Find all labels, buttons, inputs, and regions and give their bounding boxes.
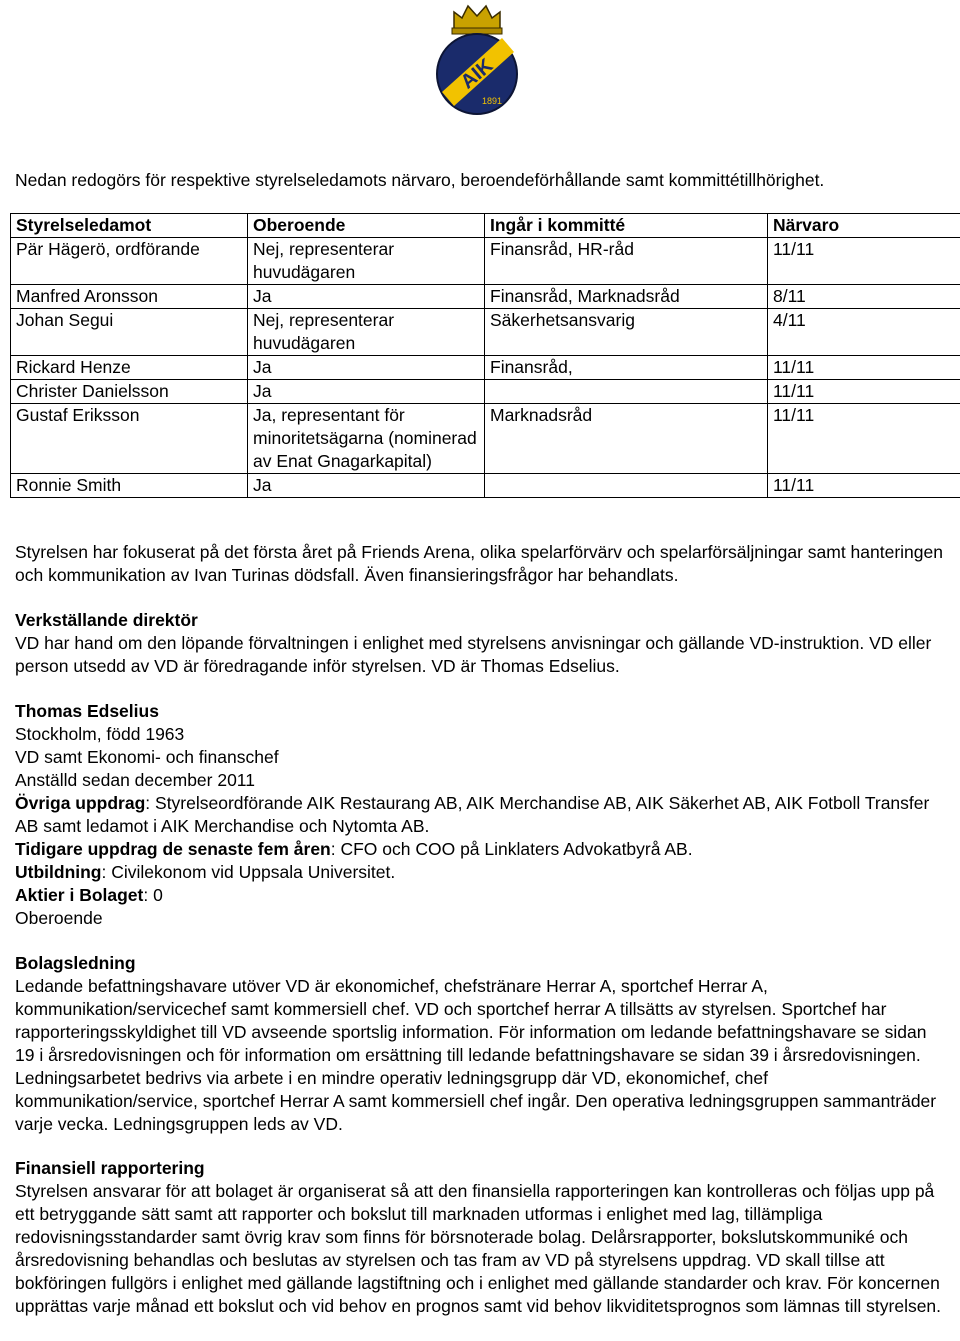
intro-text: Nedan redogörs för respektive styrelseledamots närvaro, beroendeförhållande samt kommittétillhörighet. <box>15 170 825 190</box>
table-row <box>11 309 960 356</box>
cell-member: Gustaf Eriksson <box>11 404 248 474</box>
header-attendance: Närvaro <box>768 214 960 238</box>
person-independence: Oberoende <box>15 908 103 928</box>
management-heading: Bolagsledning <box>15 953 136 973</box>
table-row <box>11 404 960 474</box>
cell-attendance: 8/11 <box>768 285 960 309</box>
person-other-assignments <box>15 792 950 838</box>
prev-label: Tidigare uppdrag de senaste fem åren <box>15 839 331 859</box>
cell-member: Manfred Aronsson <box>11 285 248 309</box>
cell-independent: Ja <box>248 285 485 309</box>
cell-independent: Ja <box>248 356 485 380</box>
person-section <box>15 700 950 930</box>
financial-heading: Finansiell rapportering <box>15 1158 205 1178</box>
cell-attendance: 11/11 <box>768 380 960 404</box>
table-row <box>11 238 960 285</box>
prev-text: : CFO och COO på Linklaters Advokatbyrå AB. <box>330 839 693 859</box>
shares-text: : 0 <box>143 885 163 905</box>
cell-attendance: 11/11 <box>768 474 960 498</box>
logo-text: AIK <box>456 54 498 94</box>
other-label: Övriga uppdrag <box>15 793 146 813</box>
cell-committee: Säkerhetsansvarig <box>485 309 768 356</box>
cell-independent: Ja <box>248 474 485 498</box>
person-education <box>15 861 950 884</box>
cell-committee: Marknadsråd <box>485 404 768 474</box>
person-shares <box>15 884 950 907</box>
management-text: Ledande befattningshavare utöver VD är ekonomichef, chefstränare Herrar A, sportchef Herrar A, kommunikation/servicechef samt kommersiell chef. VD och sportchef herrar A tillsätts av styrelsen. Sportchef har rapporteringsskyldighet till VD avseende sportslig information. För information om ledande befattningshavare se sidan 19 i årsredovisningen och för information om ersättning till ledande befattningshavare se sidan 39 i årsredovisningen. Ledningsarbetet bedrivs via arbete i en mindre operativ ledningsgrupp där VD, ekonomichef, chef kommunikation/service, sportchef Herrar A samt kommersiell chef ingår. Den operativa ledningsgruppen sammanträder varje vecka. Ledningsgruppen leds av VD. <box>15 976 937 1134</box>
edu-label: Utbildning <box>15 862 102 882</box>
table-row <box>11 380 960 404</box>
person-name: Thomas Edselius <box>15 701 159 721</box>
cell-committee: Finansråd, HR-råd <box>485 238 768 285</box>
cell-independent: Nej, representerar huvudägaren <box>248 238 485 285</box>
cell-attendance: 11/11 <box>768 404 960 474</box>
header-independent: Oberoende <box>248 214 485 238</box>
table-row <box>11 285 960 309</box>
focus-text: Styrelsen har fokuserat på det första året på Friends Arena, olika spelarförvärv och spelarförsäljningar samt hanteringen och kommunikation av Ivan Turinas dödsfall. Även finansieringsfrågor har behandlats. <box>15 542 943 585</box>
cell-committee: Finansråd, <box>485 356 768 380</box>
person-previous-assignments <box>15 838 950 861</box>
financial-text: Styrelsen ansvarar för att bolaget är organiserat så att den finansiella rapporteringen kan kontrolleras och följas upp på ett betryggande sätt samt att rapporter och bokslut till marknaden utformas i enlighet med lag, tillämpliga redovisningsstandarder samt övrig krav som finns för börsnoterade bolag. Delårsrapporter, bokslutskommuniké och årsredovisning behandlas och beslutas av styrelsen och tas fram av VD på styrelsens uppdrag. VD skall tillse att bokföringen fullgörs i enlighet med gällande lagstiftning och i enlighet med gällande standarder och krav. För koncernen upprättas varje månad ett bokslut och vid behov en prognos samt vid behov likviditetsprognos som lämnas till styrelsen. <box>15 1181 942 1316</box>
financial-reporting-section <box>15 1157 950 1318</box>
cell-committee <box>485 474 768 498</box>
person-role: VD samt Ekonomi- och finanschef <box>15 747 279 767</box>
cell-committee: Finansråd, Marknadsråd <box>485 285 768 309</box>
crown-icon <box>454 6 500 30</box>
table-header-row <box>11 214 960 238</box>
table-row <box>11 356 960 380</box>
cell-independent: Nej, representerar huvudägaren <box>248 309 485 356</box>
board-table <box>10 213 960 498</box>
cell-attendance: 4/11 <box>768 309 960 356</box>
cell-member: Pär Hägerö, ordförande <box>11 238 248 285</box>
cell-member: Ronnie Smith <box>11 474 248 498</box>
cell-independent: Ja, representant för minoritetsägarna (nominerad av Enat Gnagarkapital) <box>248 404 485 474</box>
table-row <box>11 474 960 498</box>
vd-text: VD har hand om den löpande förvaltningen i enlighet med styrelsens anvisningar och gällande VD-instruktion. VD eller person utsedd av VD är föredragande inför styrelsen. VD är Thomas Edselius. <box>15 633 932 676</box>
logo-year: 1891 <box>481 96 503 106</box>
cell-attendance: 11/11 <box>768 356 960 380</box>
header-member: Styrelseledamot <box>11 214 248 238</box>
person-born: Stockholm, född 1963 <box>15 724 185 744</box>
cell-committee <box>485 380 768 404</box>
person-employed: Anställd sedan december 2011 <box>15 770 255 790</box>
focus-section <box>15 541 950 587</box>
cell-member: Rickard Henze <box>11 356 248 380</box>
cell-member: Johan Segui <box>11 309 248 356</box>
cell-independent: Ja <box>248 380 485 404</box>
other-text: : Styrelseordförande AIK Restaurang AB, AIK Merchandise AB, AIK Säkerhet AB, AIK Fotboll Transfer AB samt ledamot i AIK Merchandise och Nytomta AB. <box>15 793 930 836</box>
vd-heading: Verkställande direktör <box>15 610 198 630</box>
cell-member: Christer Danielsson <box>11 380 248 404</box>
vd-section <box>15 609 950 678</box>
aik-crest-logo <box>432 2 522 120</box>
edu-text: : Civilekonom vid Uppsala Universitet. <box>101 862 396 882</box>
cell-attendance: 11/11 <box>768 238 960 285</box>
shares-label: Aktier i Bolaget <box>15 885 144 905</box>
header-committee: Ingår i kommitté <box>485 214 768 238</box>
management-section <box>15 952 950 1136</box>
